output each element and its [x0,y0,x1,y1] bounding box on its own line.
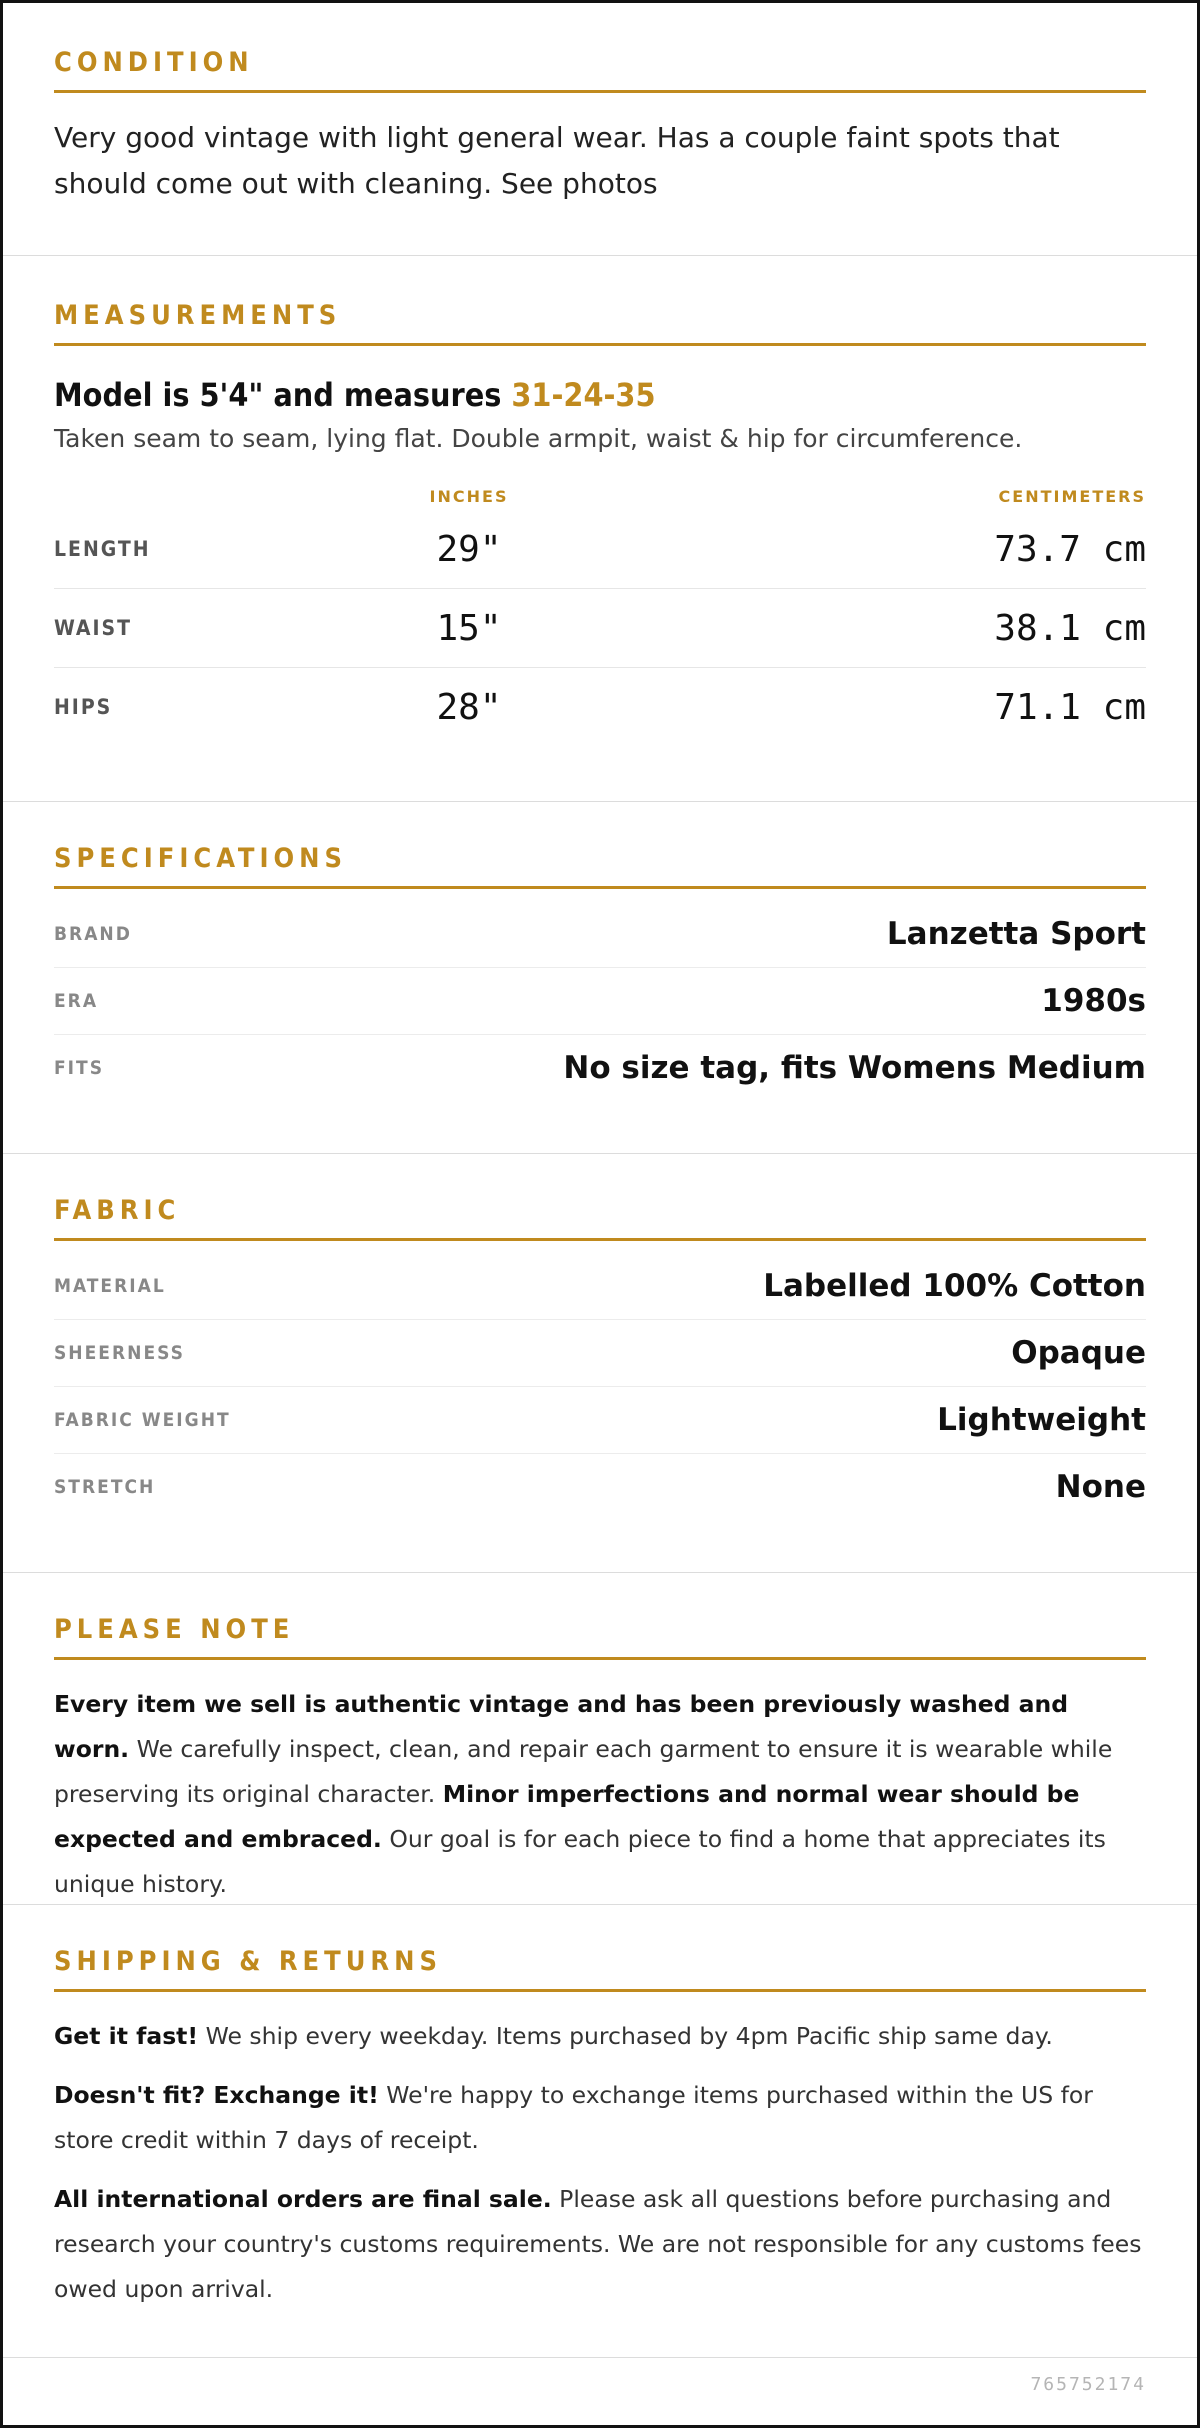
measurement-cm: 71.1 cm [994,686,1146,728]
measurement-cm: 73.7 cm [994,528,1146,570]
condition-section [3,3,1197,256]
shipping-section [3,1905,1197,2358]
shipping-paragraph-1 [54,2014,1146,2059]
fabric-row-weight [54,1387,1146,1454]
model-measurements [54,376,1146,414]
measurement-label: WAIST [54,616,133,640]
measurements-table-header [54,487,1146,506]
measurements-section [3,256,1197,802]
model-measures-value: 31-24-35 [511,376,656,414]
fabric-section [3,1154,1197,1573]
fabric-value: Labelled 100% Cotton [763,1268,1146,1304]
shipping-bold-3: All international orders are final sale. [54,2185,552,2213]
fabric-label: MATERIAL [54,1275,166,1297]
measurements-table [54,510,1146,746]
spec-value: Lanzetta Sport [886,916,1146,952]
shipping-text-3: Please ask all questions before purchasing and research your country's customs requirements. We are not responsible for any customs fees owed upon arrival. [54,2185,1142,2303]
please-note-text [54,1682,1146,1907]
shipping-paragraph-2 [54,2073,1146,2163]
fabric-label: STRETCH [54,1476,156,1498]
condition-text: Very good vintage with light general wear. Has a couple faint spots that should come out with cleaning. See photos [54,121,1060,200]
measurement-row-hips [54,668,1146,746]
fabric-title: FABRIC [54,1195,1146,1241]
measurement-row-length [54,510,1146,589]
spec-label: FITS [54,1057,105,1079]
spec-row-brand [54,901,1146,968]
fabric-row-sheerness [54,1320,1146,1387]
fabric-label: FABRIC WEIGHT [54,1409,231,1431]
spec-value: 1980s [1041,983,1146,1019]
fabric-label: SHEERNESS [54,1342,185,1364]
please-note-section [3,1573,1197,1905]
spec-row-fits [54,1035,1146,1101]
item-id: 765752174 [1030,2374,1146,2395]
fabric-list [54,1253,1146,1520]
shipping-paragraph-3 [54,2177,1146,2312]
measurements-subtitle: Taken seam to seam, lying flat. Double armpit, waist & hip for circumference. [54,424,1023,453]
specifications-title: SPECIFICATIONS [54,843,1146,889]
condition-title: CONDITION [54,47,1146,93]
shipping-title: SHIPPING & RETURNS [54,1946,1146,1992]
measurement-label: HIPS [54,695,113,719]
header-spacer [54,487,334,506]
shipping-bold-1: Get it fast! [54,2022,199,2050]
shipping-bold-2: Doesn't fit? Exchange it! [54,2081,379,2109]
spec-label: BRAND [54,923,132,945]
fabric-value: Opaque [1011,1335,1146,1371]
note-bold-2: Minor imperfections and normal wear should be expected and embraced. [54,1780,1080,1853]
measurement-inches: 29" [436,528,502,570]
please-note-title: PLEASE NOTE [54,1614,1146,1660]
spec-label: ERA [54,990,99,1012]
spec-value: No size tag, fits Womens Medium [563,1050,1146,1086]
spec-row-era [54,968,1146,1035]
fabric-row-stretch [54,1454,1146,1520]
fabric-value: Lightweight [937,1402,1146,1438]
fabric-value: None [1055,1469,1146,1505]
measurement-row-waist [54,589,1146,668]
inches-column-header: INCHES [429,487,509,506]
note-text-2: Our goal is for each piece to find a home that appreciates its unique history. [54,1825,1106,1898]
fabric-row-material [54,1253,1146,1320]
measurement-inches: 15" [436,607,502,649]
model-prefix: Model is 5'4" and measures [54,376,512,414]
specifications-section [3,802,1197,1154]
measurement-inches: 28" [436,686,502,728]
measurements-title: MEASUREMENTS [54,300,1146,346]
shipping-text-1: We ship every weekday. Items purchased by 4pm Pacific ship same day. [198,2022,1053,2050]
shipping-text-2: We're happy to exchange items purchased within the US for store credit within 7 days of receipt. [54,2081,1093,2154]
centimeters-column-header: CENTIMETERS [998,487,1146,506]
note-bold-1: Every item we sell is authentic vintage and has been previously washed and worn. [54,1690,1069,1763]
specifications-list [54,901,1146,1101]
measurement-label: LENGTH [54,537,151,561]
measurement-cm: 38.1 cm [994,607,1146,649]
note-text-1: We carefully inspect, clean, and repair each garment to ensure it is wearable while preserving its original character. [54,1735,1113,1808]
